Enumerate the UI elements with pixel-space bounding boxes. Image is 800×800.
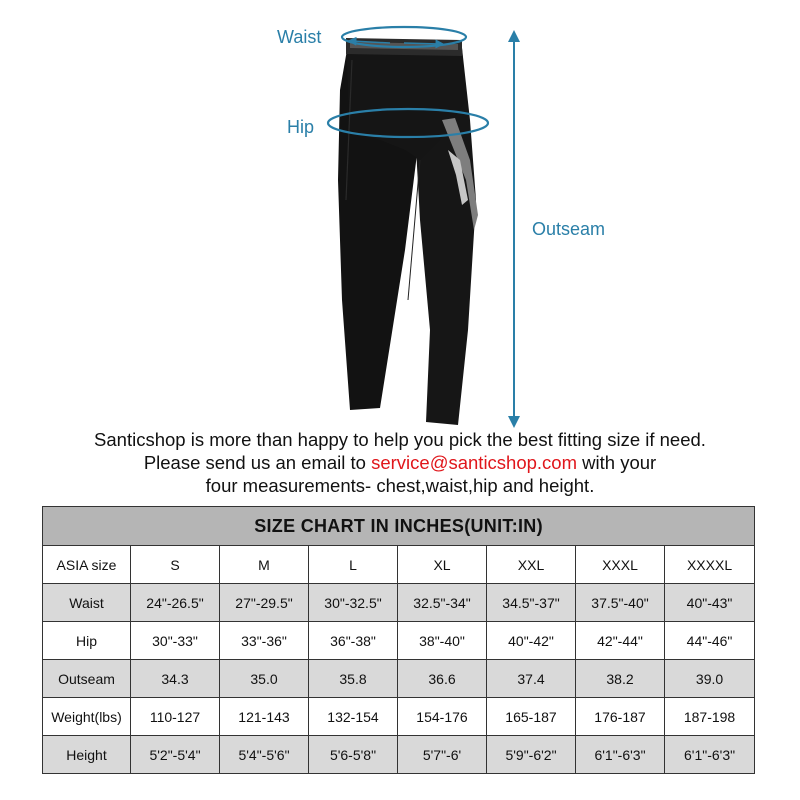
table-cell: 6'1"-6'3" bbox=[576, 736, 665, 774]
header-cell: XXXL bbox=[576, 546, 665, 584]
help-message-prefix: Please send us an email to bbox=[143, 452, 372, 473]
size-header-row bbox=[43, 546, 755, 584]
table-cell: 37.5"-40" bbox=[576, 584, 665, 622]
table-cell: 176-187 bbox=[576, 698, 665, 736]
table-cell: 5'9"-6'2" bbox=[487, 736, 576, 774]
support-email-link[interactable]: service@santicshop.com bbox=[371, 452, 578, 473]
help-message-line1: Santicshop is more than happy to help you pick the best fitting size if need. bbox=[94, 429, 706, 450]
table-cell: 35.0 bbox=[220, 660, 309, 698]
table-cell: 30"-32.5" bbox=[309, 584, 398, 622]
table-cell: 30"-33" bbox=[131, 622, 220, 660]
table-cell: 40"-43" bbox=[665, 584, 755, 622]
table-cell: 5'7"-6' bbox=[398, 736, 487, 774]
table-cell: 27"-29.5" bbox=[220, 584, 309, 622]
header-cell: L bbox=[309, 546, 398, 584]
table-cell: 38"-40" bbox=[398, 622, 487, 660]
table-cell: 36"-38" bbox=[309, 622, 398, 660]
header-cell: XL bbox=[398, 546, 487, 584]
table-cell: 35.8 bbox=[309, 660, 398, 698]
height-row bbox=[43, 736, 755, 774]
header-cell: S bbox=[131, 546, 220, 584]
table-cell: 37.4 bbox=[487, 660, 576, 698]
table-cell: 121-143 bbox=[220, 698, 309, 736]
table-cell: 40"-42" bbox=[487, 622, 576, 660]
table-cell: 42"-44" bbox=[576, 622, 665, 660]
outseam-row bbox=[43, 660, 755, 698]
header-cell: ASIA size bbox=[43, 546, 131, 584]
table-cell: 32.5"-34" bbox=[398, 584, 487, 622]
header-cell: XXXXL bbox=[665, 546, 755, 584]
table-cell: 154-176 bbox=[398, 698, 487, 736]
header-cell: M bbox=[220, 546, 309, 584]
table-cell: 34.3 bbox=[131, 660, 220, 698]
header-cell: XXL bbox=[487, 546, 576, 584]
row-label: Height bbox=[43, 736, 131, 774]
table-cell: 187-198 bbox=[665, 698, 755, 736]
table-cell: 6'1"-6'3" bbox=[665, 736, 755, 774]
size-chart-title: SIZE CHART IN INCHES(UNIT:IN) bbox=[43, 507, 755, 546]
outseam-label: Outseam bbox=[532, 219, 606, 239]
row-label: Weight(lbs) bbox=[43, 698, 131, 736]
row-label: Waist bbox=[43, 584, 131, 622]
row-label: Outseam bbox=[43, 660, 131, 698]
table-cell: 5'6-5'8" bbox=[309, 736, 398, 774]
table-cell: 38.2 bbox=[576, 660, 665, 698]
table-cell: 5'2"-5'4" bbox=[131, 736, 220, 774]
help-message-line2 bbox=[0, 451, 800, 474]
table-cell: 33"-36" bbox=[220, 622, 309, 660]
pants-image bbox=[338, 38, 478, 425]
table-cell: 5'4"-5'6" bbox=[220, 736, 309, 774]
table-cell: 36.6 bbox=[398, 660, 487, 698]
help-message-line3: four measurements- chest,waist,hip and height. bbox=[205, 475, 595, 496]
row-label: Hip bbox=[43, 622, 131, 660]
size-chart-table bbox=[42, 506, 755, 774]
table-cell: 34.5"-37" bbox=[487, 584, 576, 622]
table-cell: 39.0 bbox=[665, 660, 755, 698]
weight-row bbox=[43, 698, 755, 736]
help-message-suffix: with your bbox=[577, 452, 657, 473]
table-cell: 24"-26.5" bbox=[131, 584, 220, 622]
hip-row bbox=[43, 622, 755, 660]
hip-label: Hip bbox=[287, 117, 315, 137]
table-cell: 44"-46" bbox=[665, 622, 755, 660]
table-cell: 132-154 bbox=[309, 698, 398, 736]
waist-row bbox=[43, 584, 755, 622]
table-cell: 110-127 bbox=[131, 698, 220, 736]
waist-label: Waist bbox=[277, 27, 322, 47]
table-cell: 165-187 bbox=[487, 698, 576, 736]
